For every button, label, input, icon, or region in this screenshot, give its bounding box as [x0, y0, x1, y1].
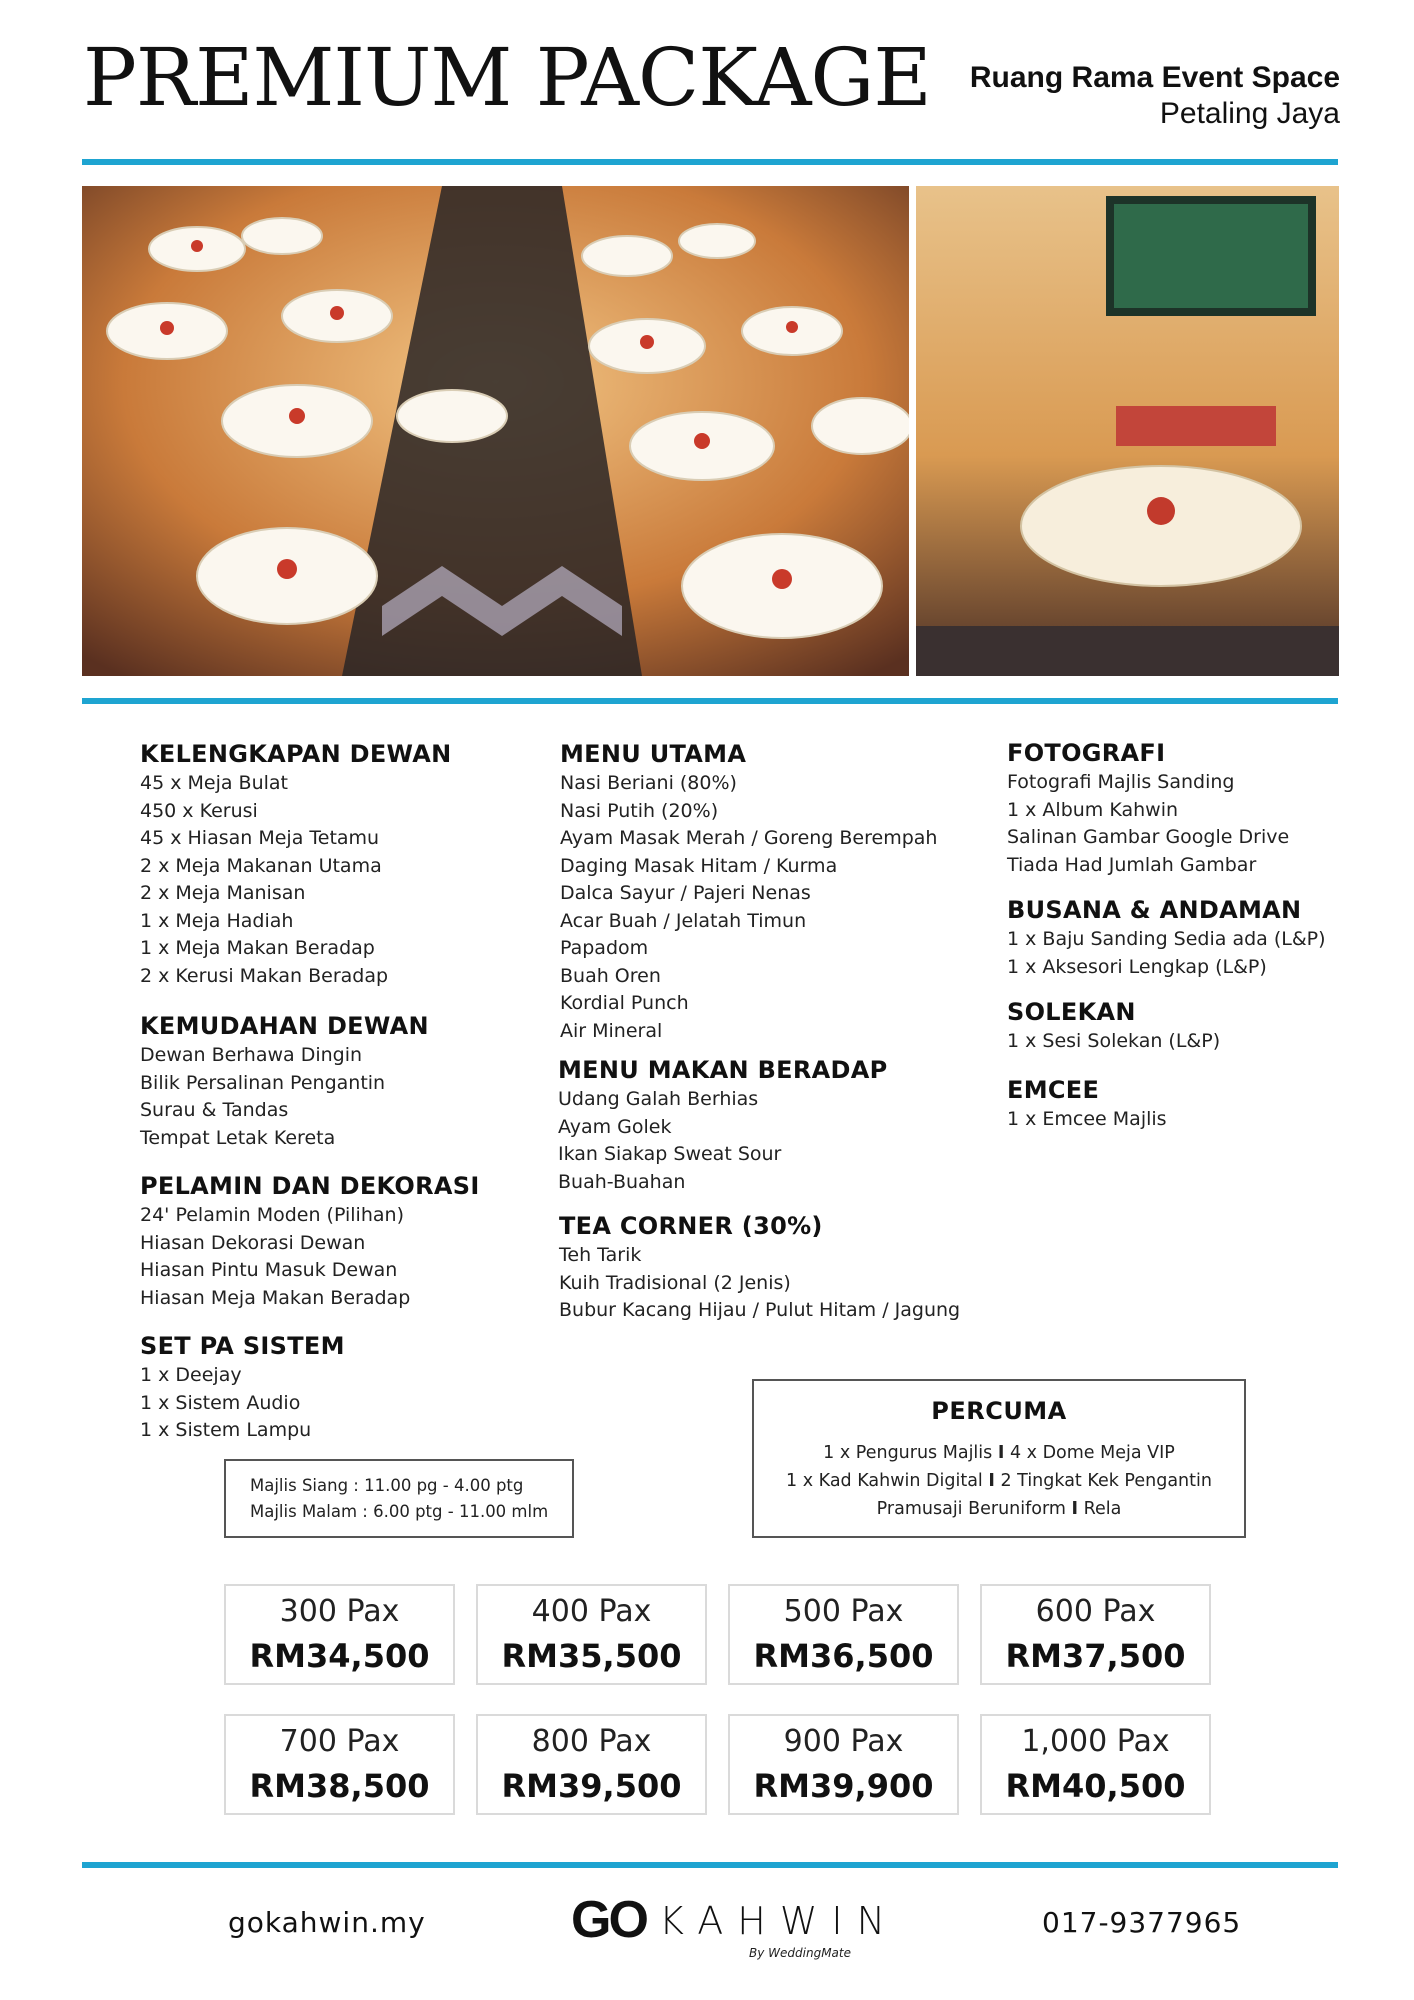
section-pelamin [140, 1170, 480, 1312]
section-heading: PELAMIN DAN DEKORASI [140, 1172, 480, 1200]
list-item: Hiasan Pintu Masuk Dewan [140, 1259, 398, 1281]
percuma-line: 1 x Kad Kahwin Digital I 2 Tingkat Kek Pengantin [786, 1471, 1212, 1491]
hall-photo-wide [82, 186, 909, 676]
logo-byline: By WeddingMate [749, 1946, 851, 1960]
list-item: Dewan Berhawa Dingin [140, 1044, 363, 1066]
price-card [728, 1584, 959, 1685]
top-divider [82, 159, 1338, 165]
section-pa-sistem [140, 1330, 345, 1445]
section-heading: FOTOGRAFI [1007, 739, 1166, 767]
price-amount: RM34,500 [249, 1637, 430, 1675]
price-amount: RM39,500 [501, 1767, 682, 1805]
footer-phone[interactable]: 017-9377965 [1042, 1906, 1242, 1939]
list-item: Acar Buah / Jelatah Timun [560, 909, 807, 932]
section-heading: KEMUDAHAN DEWAN [140, 1012, 429, 1040]
logo-go: GO [571, 1891, 646, 1949]
list-item: Dalca Sayur / Pajeri Nenas [560, 882, 811, 904]
footer-website[interactable]: gokahwin.my [228, 1906, 426, 1939]
section-heading: BUSANA & ANDAMAN [1007, 896, 1302, 924]
list-item: 2 x Meja Makanan Utama [140, 854, 382, 877]
percuma-heading: PERCUMA [931, 1397, 1067, 1425]
list-item: 1 x Emcee Majlis [1007, 1108, 1167, 1130]
list-item: Papadom [560, 937, 649, 959]
list-item: 2 x Meja Manisan [140, 882, 306, 904]
section-heading: SET PA SISTEM [140, 1332, 345, 1360]
list-item: Hiasan Dekorasi Dewan [140, 1231, 366, 1254]
list-item: Salinan Gambar Google Drive [1007, 826, 1290, 848]
list-item: Daging Masak Hitam / Kurma [560, 854, 838, 877]
list-item: Air Mineral [560, 1019, 663, 1042]
price-pax: 600 Pax [1035, 1594, 1156, 1629]
list-item: 1 x Album Kahwin [1007, 798, 1179, 821]
price-pax: 800 Pax [531, 1724, 652, 1759]
list-item: Kordial Punch [560, 992, 689, 1014]
list-item: Surau & Tandas [140, 1099, 289, 1121]
list-item: 450 x Kerusi [140, 799, 258, 822]
price-pax: 900 Pax [783, 1724, 904, 1759]
list-item: Bilik Persalinan Pengantin [140, 1071, 386, 1094]
price-pax: 700 Pax [279, 1724, 400, 1759]
gokahwin-logo [571, 1891, 900, 1962]
list-item: Ayam Masak Merah / Goreng Berempah [560, 827, 938, 849]
list-item: Bubur Kacang Hijau / Pulut Hitam / Jagung [559, 1299, 961, 1321]
list-item: Buah-Buahan [558, 1170, 686, 1193]
section-kelengkapan [140, 738, 452, 990]
price-amount: RM40,500 [1005, 1767, 1186, 1805]
section-menu-beradap [558, 1054, 888, 1196]
section-emcee [1007, 1074, 1167, 1134]
section-heading: MENU MAKAN BERADAP [558, 1056, 888, 1084]
section-busana [1007, 894, 1326, 981]
list-item: Tiada Had Jumlah Gambar [1007, 853, 1257, 876]
section-heading: TEA CORNER (30%) [559, 1212, 823, 1240]
list-item: Teh Tarik [559, 1244, 642, 1266]
percuma-box [752, 1379, 1246, 1538]
section-menu-utama [560, 738, 937, 1045]
list-item: 1 x Baju Sanding Sedia ada (L&P) [1007, 928, 1326, 950]
list-item: Hiasan Meja Makan Beradap [140, 1286, 411, 1309]
price-amount: RM36,500 [753, 1637, 934, 1675]
bottom-divider [82, 1862, 1338, 1868]
price-card [728, 1714, 959, 1815]
price-amount: RM38,500 [249, 1767, 430, 1805]
list-item: Kuih Tradisional (2 Jenis) [559, 1271, 791, 1294]
price-amount: RM35,500 [501, 1637, 682, 1675]
list-item: 2 x Kerusi Makan Beradap [140, 964, 389, 987]
list-item: 1 x Meja Hadiah [140, 909, 294, 932]
page-title: PREMIUM PACKAGE [83, 31, 931, 124]
list-item: 24' Pelamin Moden (Pilihan) [140, 1204, 404, 1226]
section-heading: SOLEKAN [1007, 998, 1136, 1026]
price-card [980, 1584, 1211, 1685]
section-heading: MENU UTAMA [560, 740, 747, 768]
hours-box [224, 1459, 574, 1538]
list-item: Nasi Beriani (80%) [560, 772, 737, 794]
hours-siang: Majlis Siang : 11.00 pg - 4.00 ptg [250, 1476, 524, 1495]
price-card [476, 1584, 707, 1685]
list-item: 45 x Meja Bulat [140, 772, 288, 794]
list-item: Tempat Letak Kereta [140, 1126, 336, 1149]
price-amount: RM39,900 [753, 1767, 934, 1805]
section-tea-corner [559, 1210, 960, 1325]
section-solekan [1007, 996, 1220, 1056]
price-card [476, 1714, 707, 1815]
percuma-line: 1 x Pengurus Majlis I 4 x Dome Meja VIP [823, 1443, 1175, 1463]
section-kemudahan [140, 1010, 429, 1152]
mid-divider [82, 698, 1338, 704]
venue-block [970, 60, 1340, 132]
logo-kahwin: KAHWIN [659, 1899, 900, 1943]
price-pax: 500 Pax [783, 1594, 904, 1629]
list-item: 1 x Deejay [140, 1364, 242, 1386]
price-pax: 300 Pax [279, 1594, 400, 1629]
list-item: 1 x Aksesori Lengkap (L&P) [1007, 955, 1267, 978]
venue-name: Ruang Rama Event Space [969, 61, 1340, 94]
section-heading: EMCEE [1007, 1076, 1100, 1104]
section-heading: KELENGKAPAN DEWAN [140, 740, 452, 768]
list-item: Ikan Siakap Sweat Sour [558, 1143, 782, 1165]
price-card [224, 1584, 455, 1685]
hours-malam: Majlis Malam : 6.00 ptg - 11.00 mlm [250, 1502, 549, 1521]
price-amount: RM37,500 [1005, 1637, 1186, 1675]
hall-photo-room [916, 186, 1339, 676]
list-item: 1 x Sistem Audio [140, 1391, 301, 1414]
percuma-line: Pramusaji Beruniform I Rela [876, 1499, 1122, 1519]
price-card [224, 1714, 455, 1815]
list-item: 1 x Sistem Lampu [140, 1419, 312, 1441]
price-card [980, 1714, 1211, 1815]
price-pax: 400 Pax [531, 1594, 652, 1629]
price-pax: 1,000 Pax [1021, 1724, 1170, 1759]
list-item: Fotografi Majlis Sanding [1007, 771, 1235, 793]
list-item: 1 x Sesi Solekan (L&P) [1007, 1030, 1221, 1052]
list-item: Udang Galah Berhias [558, 1088, 759, 1110]
list-item: 45 x Hiasan Meja Tetamu [140, 827, 380, 849]
venue-location: Petaling Jaya [1159, 97, 1340, 130]
list-item: Nasi Putih (20%) [560, 799, 719, 822]
list-item: 1 x Meja Makan Beradap [140, 937, 375, 959]
list-item: Ayam Golek [558, 1115, 672, 1138]
list-item: Buah Oren [560, 964, 661, 987]
section-fotografi [1007, 737, 1289, 879]
